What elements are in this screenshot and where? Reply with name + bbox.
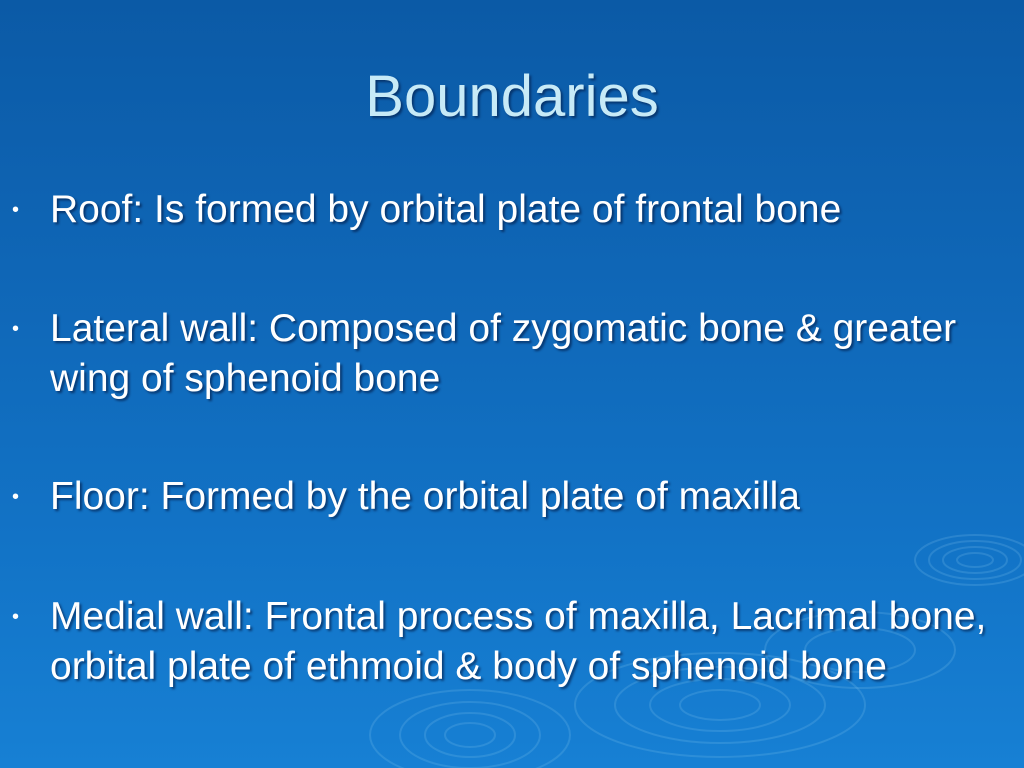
bullet-text: Floor: Formed by the orbital plate of maxilla	[50, 475, 800, 518]
bullet-marker: •	[12, 486, 20, 508]
bullet-text: Medial wall: Frontal process of maxilla, Lacrimal bone, orbital plate of ethmoid & body of sphenoid bone	[50, 595, 987, 688]
bullet-text: Lateral wall: Composed of zygomatic bone & greater wing of sphenoid bone	[50, 307, 957, 400]
bullet-marker: •	[12, 199, 20, 221]
bullet-text: Roof: Is formed by orbital plate of frontal bone	[50, 188, 842, 231]
slide-title: Boundaries	[365, 64, 659, 129]
bullet-marker: •	[12, 606, 20, 628]
bullet-marker: •	[12, 318, 20, 340]
